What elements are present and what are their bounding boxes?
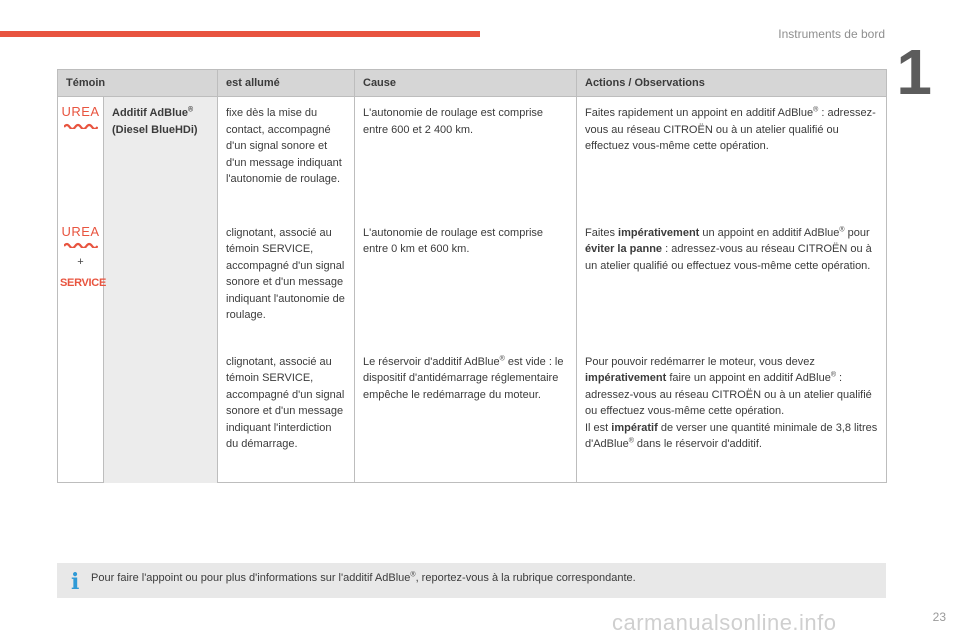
column-header-cause: Cause [355,70,577,97]
urea-warning-icon: UREA [61,225,99,249]
wave-icon [64,242,98,248]
column-header-state: est allumé [218,70,355,97]
action-cell: Faites rapidement un appoint en additif AdBlue® : adressez-vous au réseau CITROËN ou à un atelier qualifié ou effectuez vous-même cette opération. [577,97,887,217]
watermark: carmanualsonline.info [612,610,837,635]
cause-cell: L'autonomie de roulage est comprise entre 0 km et 600 km. [355,217,577,346]
action-cell: Pour pouvoir redémarrer le moteur, vous devez impérativement faire un appoint en additif AdBlue® : adressez-vous au réseau CITROËN ou à un atelier qualifié ou effectuez vous-même cette opération. Il est impératif de verser une quantité minimale de 3,8 litres d'AdBlue® dans le réservoir d'additif. [577,346,887,483]
state-cell: clignotant, associé au témoin SERVICE, accompagné d'un signal sonore et d'un message indiquant l'autonomie de roulage. [218,217,355,346]
wave-icon [64,123,98,129]
state-cell: clignotant, associé au témoin SERVICE, accompagné d'un signal sonore et d'un message indiquant l'interdiction du démarrage. [218,346,355,483]
info-icon: i [71,569,80,595]
service-warning-icon: SERVICE [60,276,106,289]
chapter-number: 1 [896,36,932,108]
indicator-icon-cell [58,346,104,483]
column-header-indicator: Témoin [58,70,218,97]
accent-bar [0,31,480,37]
page-number: 23 [932,610,946,624]
indicator-name: Additif AdBlue [112,107,188,119]
indicator-icon-cell [58,217,104,346]
indicator-name-cell: Additif AdBlue® (Diesel BlueHDi) [104,97,218,483]
state-cell: fixe dès la mise du contact, accompagné d'un signal sonore et d'un message indiquant l'autonomie de roulage. [218,97,355,217]
info-box [57,563,886,598]
indicator-icon-cell [58,97,104,217]
info-text: Pour faire l'appoint ou pour plus d'informations sur l'additif AdBlue®, reportez-vous à la rubrique correspondante. [91,571,636,584]
plus-sign: + [77,256,84,268]
cause-cell: Le réservoir d'additif AdBlue® est vide : le dispositif d'antidémarrage réglementaire empêche le redémarrage du moteur. [355,346,577,483]
indicator-variant: (Diesel BlueHDi) [112,123,198,136]
warning-light-table [57,69,887,483]
urea-warning-icon: UREA [61,105,99,129]
column-header-actions: Actions / Observations [577,70,887,97]
section-title: Instruments de bord [778,27,885,41]
action-cell: Faites impérativement un appoint en additif AdBlue® pour éviter la panne : adressez-vous au réseau CITROËN ou à un atelier qualifié ou effectuez vous-même cette opération. [577,217,887,346]
table-header-row [58,70,887,97]
cause-cell: L'autonomie de roulage est comprise entre 600 et 2 400 km. [355,97,577,217]
table-row [58,97,887,217]
